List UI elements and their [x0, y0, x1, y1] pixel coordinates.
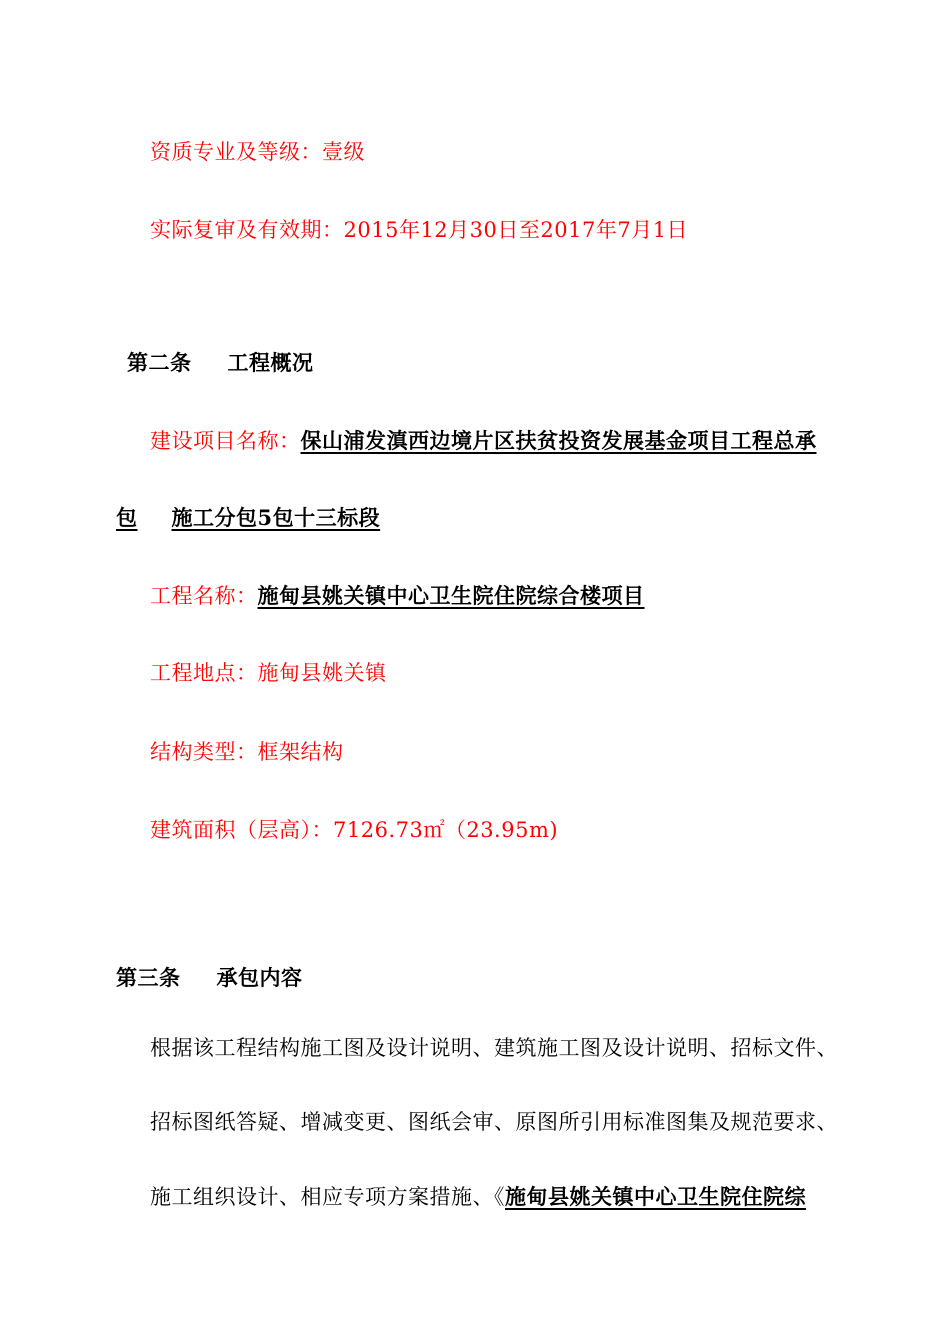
- article2-number: 第二条: [127, 350, 192, 375]
- article3-title: 承包内容: [216, 965, 303, 990]
- project-name-package: 包: [116, 505, 138, 530]
- project-name-label: 建设项目名称：: [150, 429, 301, 453]
- qualification-line: [150, 138, 365, 166]
- project-name-section: 施工分包5包十三标段: [171, 505, 381, 530]
- scope-text-line-2: 招标图纸答疑、增减变更、图纸会审、原图所引用标准图集及规范要求、: [150, 1110, 838, 1134]
- engineering-name-value: 施甸县姚关镇中心卫生院住院综合楼项目: [257, 583, 645, 608]
- scope-text-line-1: 根据该工程结构施工图及设计说明、建筑施工图及设计说明、招标文件、: [150, 1036, 838, 1060]
- article3-heading: [116, 964, 303, 992]
- scope-text-project-ref: 施甸县姚关镇中心卫生院住院综: [505, 1184, 806, 1209]
- qualification-value: 壹级: [322, 140, 365, 164]
- qualification-label: 资质专业及等级：: [150, 140, 322, 164]
- review-period-line: [150, 216, 688, 244]
- project-name-value: 保山浦发滇西边境片区扶贫投资发展基金项目工程总承: [300, 428, 817, 453]
- scope-text-prefix: 施工组织设计、相应专项方案措施、《: [150, 1185, 505, 1209]
- scope-text-line-3: [150, 1183, 806, 1211]
- article2-heading: [127, 349, 314, 377]
- review-period-label: 实际复审及有效期：: [150, 218, 344, 242]
- engineering-location: 工程地点：施甸县姚关镇: [150, 661, 387, 685]
- engineering-name-label: 工程名称：: [150, 584, 258, 608]
- article3-number: 第三条: [116, 965, 181, 990]
- structure-type: 结构类型：框架结构: [150, 740, 344, 764]
- project-name-line: [150, 427, 817, 455]
- building-area: 建筑面积（层高）：7126.73㎡（23.95m): [150, 818, 559, 842]
- article2-title: 工程概况: [227, 350, 314, 375]
- engineering-name-line: [150, 582, 645, 610]
- review-period-value: 2015年12月30日至2017年7月1日: [343, 218, 689, 242]
- project-name-continuation: [116, 504, 386, 532]
